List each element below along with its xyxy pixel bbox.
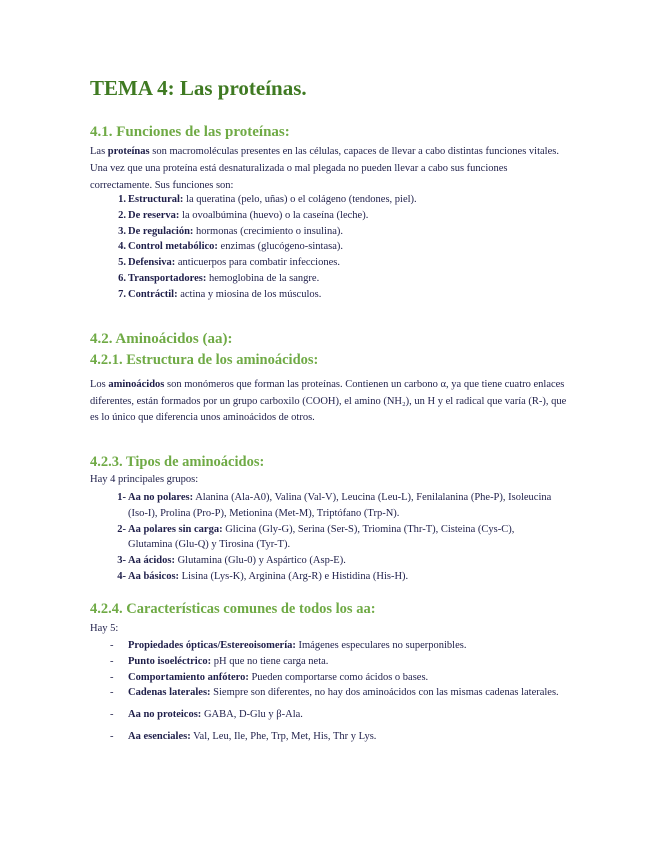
- list-item: 1- Aa no polares: Alanina (Ala-A0), Valina (Val-V), Leucina (Leu-L), Fenilalanina (Phe-P), Isoleucina (Iso-I), Prolina (Pro-P), Metionina (Met-M), Triptófano (Trp-N).: [117, 492, 552, 519]
- list-item: 6. Transportadores: hemoglobina de la sangre.: [118, 272, 320, 284]
- funciones-intro: Las proteínas son macromoléculas presentes en las células, capaces de llevar a cabo distintas funciones vitales. Una vez que una proteína está desnaturalizada o mal plegada no pueden llevar a cabo sus funciones correctamente. Sus funciones son:: [90, 146, 559, 191]
- list-item: - Punto isoeléctrico: pH que no tiene carga neta.: [110, 655, 329, 667]
- tipos-list: [90, 490, 560, 585]
- list-item: 3. De regulación: hormonas (crecimiento o insulina).: [118, 225, 344, 237]
- list-item: - Aa no proteicos: GABA, D-Glu y β-Ala.: [110, 709, 303, 721]
- subsection-heading-caracteristicas: 4.2.4. Características comunes de todos los aa:: [90, 601, 376, 617]
- list-item: 2. De reserva: la ovoalbúmina (huevo) o la caseína (leche).: [118, 209, 369, 221]
- list-item: - Aa esenciales: Val, Leu, Ile, Phe, Trp, Met, His, Thr y Lys.: [110, 730, 377, 742]
- funciones-list: [90, 192, 560, 303]
- section-heading-aminoacidos: 4.2. Aminoácidos (aa):: [90, 331, 233, 347]
- subsection-heading-tipos: 4.2.3. Tipos de aminoácidos:: [90, 454, 265, 470]
- section-heading-funciones: 4.1. Funciones de las proteínas:: [90, 124, 290, 140]
- estructura-paragraph: Los aminoácidos son monómeros que forman las proteínas. Contienen un carbono α, ya que tiene cuatro enlaces diferentes, están formados por un grupo carboxilo (COOH), el amino (NH₂), un H y el radical que varía (R-), que es lo único que diferencia unos aminoácidos de otros.: [90, 379, 567, 423]
- list-item: - Cadenas laterales: Siempre son diferentes, no hay dos aminoácidos con las mismas cadenas laterales.: [110, 687, 559, 699]
- caracteristicas-list: [90, 638, 560, 745]
- list-item: - Comportamiento anfótero: Pueden comportarse como ácidos o bases.: [110, 671, 429, 683]
- list-item: 7. Contráctil: actina y miosina de los músculos.: [118, 288, 322, 300]
- list-item: 4. Control metabólico: enzimas (glucógeno-sintasa).: [118, 241, 344, 253]
- list-item: 3- Aa ácidos: Glutamina (Glu-0) y Aspártico (Asp-E).: [117, 555, 346, 567]
- list-item: - Propiedades ópticas/Estereoisomería: Imágenes especulares no superponibles.: [110, 640, 467, 651]
- document-title: TEMA 4: Las proteínas.: [90, 76, 307, 100]
- tipos-intro: Hay 4 principales grupos:: [90, 474, 199, 485]
- list-item: 1. Estructural: la queratina (pelo, uñas) o el colágeno (tendones, piel).: [118, 194, 417, 205]
- list-item: 5. Defensiva: anticuerpos para combatir infecciones.: [118, 257, 340, 269]
- caracteristicas-intro: Hay 5:: [90, 623, 119, 634]
- list-item: 2- Aa polares sin carga: Glicina (Gly-G), Serina (Ser-S), Triomina (Thr-T), Cisteina (Cys-C), Glutamina (Glu-Q) y Tirosina (Tyr-T).: [117, 523, 515, 551]
- subsection-heading-estructura: 4.2.1. Estructura de los aminoácidos:: [90, 352, 319, 368]
- list-item: 4- Aa básicos: Lisina (Lys-K), Arginina (Arg-R) e Histidina (His-H).: [117, 570, 409, 582]
